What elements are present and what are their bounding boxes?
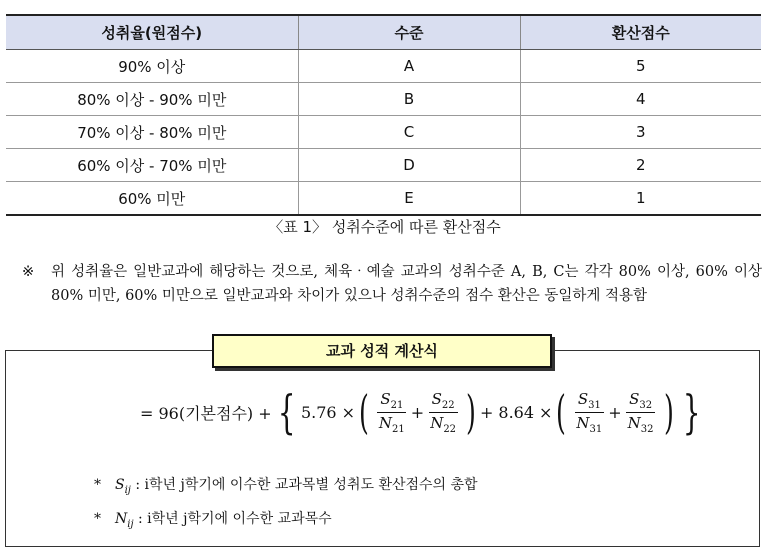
table-row — [6, 116, 761, 149]
cell-level: C — [298, 116, 520, 149]
note-text: 위 성취율은 일반교과에 해당하는 것으로, 체육‧예술 교과의 성취수준 A, B, C는 각각 80% 이상, 60% 이상 80% 미만, 60% 미만으로 일반교과와 차이가 있으나 성취수준의 점수 환산은 동일하게 적용함 — [51, 264, 762, 304]
legend-text: : i학년 j학기에 이수한 교과목수 — [138, 511, 332, 527]
cell-score: 1 — [520, 182, 761, 216]
formula-prefix: = 96(기본점수) + — [140, 403, 272, 423]
cell-rate: 60% 미만 — [6, 182, 298, 216]
coefficient-1: 5.76 — [300, 402, 337, 422]
reference-mark: ※ — [22, 264, 35, 280]
cell-score: 5 — [520, 50, 761, 83]
header-achievement-rate: 성취율(원점수) — [6, 15, 298, 50]
coefficient-2: 8.64 — [498, 402, 535, 422]
table-row — [6, 182, 761, 216]
cell-rate: 60% 이상 - 70% 미만 — [6, 149, 298, 182]
left-paren: ( — [359, 385, 369, 439]
cell-level: B — [298, 83, 520, 116]
note-paragraph — [22, 260, 762, 308]
header-level: 수준 — [298, 15, 520, 50]
fraction-s21-n21: $\frac{S_{21}}{N_{21}}$ — [378, 389, 405, 435]
asterisk: * — [94, 511, 101, 527]
formula-box-title: 교과 성적 계산식 — [212, 334, 552, 368]
legend-text: : i학년 j학기에 이수한 교과목별 성취도 환산점수의 총합 — [135, 477, 478, 493]
table-row — [6, 50, 761, 83]
score-conversion-table — [6, 14, 761, 216]
cell-score: 3 — [520, 116, 761, 149]
fraction-s31-n31: $\frac{S_{31}}{N_{31}}$ — [576, 389, 603, 435]
left-brace: { — [277, 385, 296, 439]
table-row — [6, 149, 761, 182]
legend-symbol: N — [115, 511, 128, 527]
grade-formula — [140, 384, 707, 440]
cell-rate: 70% 이상 - 80% 미만 — [6, 116, 298, 149]
table-row — [6, 83, 761, 116]
cell-rate: 90% 이상 — [6, 50, 298, 83]
times-sign: × — [539, 402, 553, 422]
cell-score: 2 — [520, 149, 761, 182]
plus-sign: + — [410, 402, 425, 422]
cell-level: A — [298, 50, 520, 83]
cell-rate: 80% 이상 - 90% 미만 — [6, 83, 298, 116]
asterisk: * — [94, 477, 101, 493]
right-paren: ) — [663, 385, 674, 439]
header-converted-score: 환산점수 — [520, 15, 761, 50]
plus-sign: + — [480, 402, 494, 422]
left-paren: ( — [556, 385, 567, 439]
right-paren: ) — [466, 385, 476, 439]
cell-score: 4 — [520, 83, 761, 116]
legend-symbol: S — [115, 477, 125, 493]
plus-sign: + — [608, 402, 622, 422]
right-brace: } — [683, 385, 701, 439]
cell-level: D — [298, 149, 520, 182]
table-caption: 〈표 1〉 성취수준에 따른 환산점수 — [268, 218, 501, 236]
legend-item-n: * $N_{ij}$ : i학년 j학기에 이수한 교과목수 — [94, 511, 332, 530]
cell-level: E — [298, 182, 520, 216]
times-sign: × — [341, 402, 355, 422]
table-header-row — [6, 15, 761, 50]
legend-item-s: * $S_{ij}$ : i학년 j학기에 이수한 교과목별 성취도 환산점수의 총합 — [94, 477, 478, 496]
fraction-s22-n22: $\frac{S_{22}}{N_{22}}$ — [430, 389, 457, 435]
fraction-s32-n32: $\frac{S_{32}}{N_{32}}$ — [627, 389, 654, 435]
